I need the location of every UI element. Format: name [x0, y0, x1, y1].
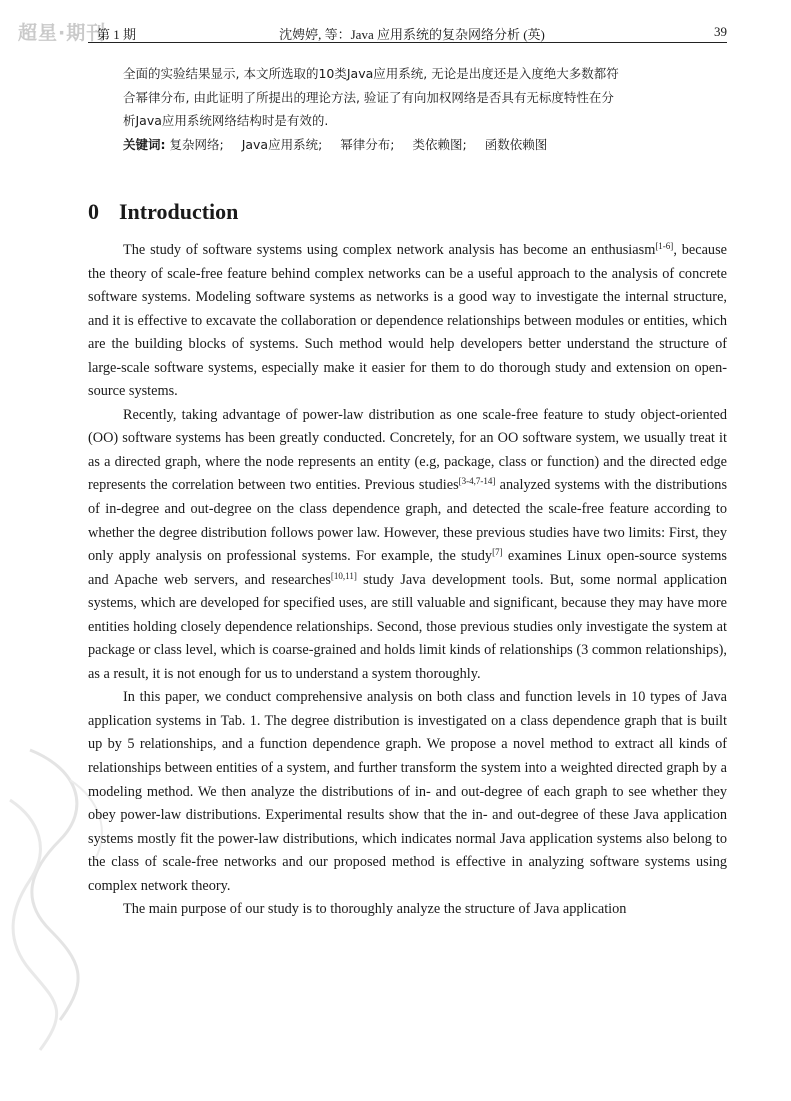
paragraph-text: The study of software systems using complex network analysis has become an enthusiasm [123, 242, 656, 258]
abstract-line: 全面的实验结果显示, 本文所选取的10类Java应用系统, 无论是出度还是入度绝大多数都符 [123, 66, 619, 81]
paragraph-text: analyzed systems with the distributions of in-degree and out-degree on the class dependence graph, and detected the scale-free feature according to whether the degree distribution follows power law. However, these previous studies have two limits: First, they only apply analysis on professional systems. For example, the study [88, 477, 728, 565]
citation-ref[interactable]: [7] [492, 547, 503, 558]
running-title: 沈娉婷, 等：Java 应用系统的复杂网络分析 (英) [279, 27, 545, 42]
paragraph-text: , because the theory of scale-free feature behind complex networks can be a useful approach to the analysis of concrete software systems. Modeling software systems as networks is a good way to investigate the internal structure, and it is effective to excavate the collaboration or dependence relationships between modules or entities, which are the building blocks of systems. Such method would help developers better understand the structure of large-scale software systems, especially make it easier for them to do thorough study and extension on open-source systems. [88, 242, 727, 400]
paragraph-text: The main purpose of our study is to thoroughly analyze the structure of Java application [123, 901, 627, 918]
paragraph [88, 404, 727, 687]
section-title: Introduction [119, 199, 239, 224]
section-heading [88, 199, 238, 225]
paragraph [88, 239, 727, 404]
page-number: 39 [714, 24, 727, 39]
keyword: Java应用系统; [241, 136, 323, 152]
paragraph-text: In this paper, we conduct comprehensive analysis on both class and function levels in 10 types of Java application systems in Tab. 1. The degree distribution is investigated on a class dependence graph that is built up by 5 relationships, and a function dependence graph. We propose a novel method to extract all kinds of relationships between entities of a system, and further transform the system into a weighted directed graph by a modeling method. We then analyze the distributions of in- and out-degree of each graph to see whether they obey power-law distributions. Experimental results show that the in- and out-degree of these Java application systems mostly fit the power-law distributions, which indicates normal Java application systems also belong to the class of scale-free networks and our proposed method is effective in analyzing software systems using complex network theory. [88, 689, 727, 894]
keywords-label: 关键词: [123, 136, 166, 152]
keyword: 函数依赖图 [484, 136, 548, 152]
abstract-block [123, 62, 708, 156]
citation-ref[interactable]: [10,11] [330, 570, 357, 581]
section-number: 0 [88, 199, 99, 224]
paragraph-text: examines Linux open-source systems and Apache web servers, and researches [88, 548, 727, 588]
body-text [88, 239, 727, 922]
abstract-line: 析Java应用系统网络结构时是有效的. [123, 113, 329, 128]
watermark-logo: 超星·期刊 [18, 22, 107, 44]
citation-ref[interactable]: [1-6] [655, 241, 674, 251]
paragraph [88, 898, 727, 922]
keywords-line [123, 133, 708, 157]
paragraph-text: Recently, taking advantage of power-law distribution as one scale-free feature to study object-oriented (OO) software systems has been greatly conducted. Concretely, for an OO software system, we usually treat it as a directed graph, where the node represents an entity (e.g, package, class or function) and the directed edge represents the correlation between two entities. Previous studies [88, 406, 727, 494]
keyword: 类依赖图; [412, 136, 467, 152]
keyword: 复杂网络; [169, 136, 224, 152]
abstract-line: 合幂律分布, 由此证明了所提出的理论方法, 验证了有向加权网络是否具有无标度特性在分 [123, 89, 614, 105]
keyword: 幂律分布; [340, 136, 395, 152]
running-header [97, 22, 727, 42]
paragraph [88, 686, 727, 898]
citation-ref[interactable]: [3-4,7-14] [458, 476, 496, 487]
issue-label: 第 1 期 [97, 27, 137, 42]
paragraph-text: study Java development tools. But, some normal application systems, which are developed for specified uses, are still valuable and significant, because they may have more entities holding closely dependence relationships. Second, those previous studies only investigate the system at package or class level, which is coarse-grained and holds limit kinds of relationships (3 common relationships), as a result, it is not enough for us to understand a system thoroughly. [88, 571, 727, 682]
